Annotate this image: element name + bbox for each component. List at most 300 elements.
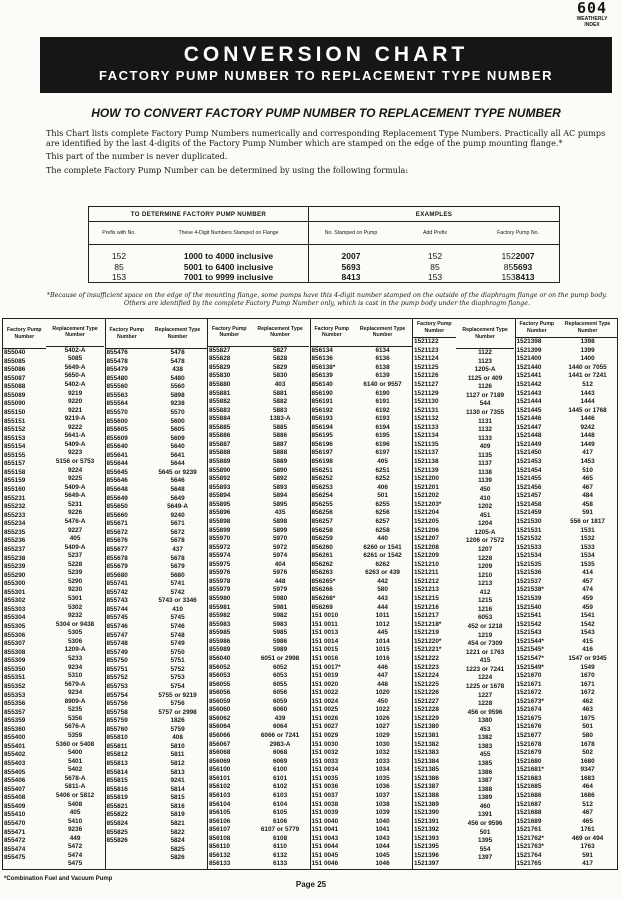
factory-pump-number-cell: 855750 <box>106 657 128 665</box>
formula-table <box>88 206 560 283</box>
replacement-type-number-cell: 5825 <box>170 845 185 853</box>
replacement-type-number-header: Replacement Type Number <box>558 319 617 338</box>
replacement-type-number-cell: 5306 <box>67 637 83 645</box>
replacement-type-number-cell: 9241 <box>170 777 185 785</box>
banner-subtitle: FACTORY PUMP NUMBER TO REPLACEMENT TYPE NUMBER <box>99 68 553 83</box>
factory-pump-number-cell: 855406 <box>4 777 26 785</box>
replacement-type-number-cell: 5753 <box>170 674 185 682</box>
formula-col-factory: Factory Pump No. <box>497 229 539 236</box>
replacement-type-number-cell: 1011 <box>375 612 390 620</box>
table-column-group <box>208 319 311 869</box>
replacement-type-number-cell: 1443 <box>580 389 595 397</box>
replacement-type-number-cell: 410 <box>479 494 491 502</box>
factory-pump-number-cell: 855828 <box>209 355 231 363</box>
formula-add: 153 <box>427 272 443 282</box>
replacement-type-number-cell: 459 <box>582 603 593 611</box>
factory-pump-number-cell: 856195 <box>311 432 333 440</box>
replacement-type-number-cell: 9240 <box>170 511 185 519</box>
factory-prefix: 152 <box>501 251 516 261</box>
factory-pump-number-cell: 855821 <box>106 802 128 810</box>
factory-pump-number-cell: 1521440 <box>516 363 542 371</box>
replacement-type-number-cell: 403 <box>274 380 286 388</box>
factory-pump-number-cell: 856110 <box>209 843 230 851</box>
replacement-type-number-header: Replacement Type Number <box>251 319 310 347</box>
factory-pump-number-cell: 855089 <box>4 391 26 399</box>
replacement-type-number-cell: 446 <box>377 663 388 671</box>
replacement-type-number-cell: 5754 <box>170 682 185 690</box>
factory-pump-number-cell: 855982 <box>209 612 231 620</box>
replacement-type-number-cell: 5812 <box>170 760 185 767</box>
replacement-type-number-cell: 1132 <box>478 426 492 434</box>
factory-pump-number-cell: 855883 <box>209 406 231 414</box>
factory-pump-number-cell: 1521455 <box>516 475 542 483</box>
factory-pump-number-cell: 1521220* <box>414 637 442 645</box>
replacement-type-number-cell: 459 <box>582 595 593 602</box>
factory-digits: 8413 <box>515 272 535 282</box>
replacement-type-number-cell: 6257 <box>375 517 390 525</box>
replacement-type-number-cell: 5570 <box>170 408 185 416</box>
replacement-type-number-cell: 1228 <box>477 700 493 708</box>
factory-pump-number-cell: 1521763* <box>516 843 544 851</box>
factory-pump-number-cell: 1521134 <box>414 432 439 440</box>
replacement-type-number-cell: 6192 <box>375 406 390 414</box>
replacement-type-number-cell: 9234 <box>67 663 83 671</box>
replacement-type-number-cell: 1826 <box>170 717 185 725</box>
factory-pump-number-cell: 151 0027 <box>311 723 339 731</box>
factory-pump-number-cell: 855350 <box>4 665 26 673</box>
factory-pump-number-cell: 1521541 <box>516 612 542 620</box>
factory-pump-number-cell: 1521397 <box>414 860 439 868</box>
factory-pump-number-cell: 856190 <box>311 389 333 397</box>
factory-digits: 2007 <box>515 251 535 261</box>
factory-pump-number-cell: 855157 <box>4 460 26 468</box>
factory-pump-number-cell: 855301 <box>4 588 26 596</box>
factory-pump-number-cell: 855826 <box>106 837 128 845</box>
factory-pump-number-cell: 856191 <box>311 398 333 406</box>
replacement-type-number-cell: 5759 <box>170 725 185 733</box>
formula-factory <box>477 272 559 283</box>
factory-pump-number-cell: 1521534 <box>516 552 542 560</box>
replacement-type-number-cell: 591 <box>582 851 593 859</box>
replacement-type-number-cell: 463 <box>582 706 593 714</box>
replacement-type-number-cell: 5301 <box>67 595 83 602</box>
factory-pump-number-cell: 856052 <box>209 663 231 671</box>
replacement-type-number-cell: 438 <box>172 366 183 374</box>
intro-text <box>46 128 606 178</box>
page-footer: Page 25 <box>295 880 327 889</box>
factory-pump-number-cell: 151 0045 <box>311 851 339 859</box>
factory-pump-number-cell: 1521213 <box>414 586 439 594</box>
replacement-type-number-cell: 5645 or 9239 <box>158 468 197 476</box>
factory-pump-number-cell: 1521388 <box>414 791 439 799</box>
factory-pump-number-cell: 855640 <box>106 443 128 451</box>
factory-pump-number-cell: 856196 <box>311 440 333 448</box>
factory-pump-number-cell: 856053 <box>209 672 231 680</box>
replacement-type-number-cell: 1400 <box>580 355 595 363</box>
replacement-type-number-cell: 5752 <box>170 665 185 673</box>
replacement-type-number-cell: 1763 <box>580 843 595 851</box>
replacement-type-number-cell: 5402-A <box>64 380 86 388</box>
factory-pump-number-cell: 1521203* <box>414 500 442 508</box>
conversion-table <box>2 318 618 870</box>
factory-pump-number-cell: 855232 <box>4 503 26 511</box>
replacement-type-number-cell: 2983-A <box>269 740 291 748</box>
factory-pump-number-cell: 151 0040 <box>311 817 339 825</box>
replacement-type-number-cell: 1137 <box>478 460 492 468</box>
factory-pump-number-cell: 855086 <box>4 366 26 374</box>
replacement-type-number-cell: 580 <box>377 586 388 594</box>
formula-stamped-cell <box>309 245 393 282</box>
factory-prefix: 85 <box>503 261 514 272</box>
factory-pump-number-cell: 855980 <box>209 595 231 602</box>
factory-pump-number-cell: 855819 <box>106 794 128 802</box>
replacement-type-number-cell: 5609 <box>170 434 185 442</box>
replacement-type-number-cell: 5304 or 9438 <box>55 620 95 628</box>
replacement-type-number-cell: 5819 <box>170 811 185 819</box>
replacement-type-number-cell: 6053 <box>272 672 288 680</box>
factory-pump-number-cell: 1521456 <box>516 483 542 491</box>
replacement-type-number-cell: 5409-A <box>64 543 86 551</box>
factory-pump-number-cell: 855646 <box>106 477 128 485</box>
factory-pump-number-cell: 1521138 <box>414 458 439 465</box>
factory-pump-number-cell: 855410 <box>4 811 26 819</box>
replacement-type-number-cell: 6255 <box>375 500 390 508</box>
replacement-type-number-cell: 1227 <box>477 691 493 699</box>
factory-pump-number-cell: 856258 <box>311 526 333 534</box>
replacement-type-number-cell: 5679-A <box>64 680 86 688</box>
factory-pump-number-header: Factory Pump Number <box>516 319 559 338</box>
replacement-type-number-cell: 9232 <box>67 612 83 620</box>
formula-right-header: EXAMPLES <box>415 211 453 218</box>
replacement-type-number-cell: 5475 <box>67 860 83 868</box>
replacement-type-number-cell: 1533 <box>580 543 595 551</box>
replacement-type-number-cell: 5892 <box>272 475 288 483</box>
replacement-type-number-cell: 6069 <box>272 757 288 765</box>
replacement-type-number-cell: 1543 <box>580 629 595 637</box>
factory-pump-number-cell: 1521446 <box>516 415 542 423</box>
factory-pump-number-cell: 855887 <box>209 440 231 448</box>
factory-pump-number-cell: 1521549* <box>516 663 544 671</box>
factory-pump-number-cell: 1521400 <box>516 355 542 363</box>
factory-pump-number-cell: 1521127 <box>414 380 439 388</box>
factory-pump-number-column <box>106 319 149 869</box>
factory-pump-number-cell: 151 0025 <box>311 706 339 714</box>
factory-pump-number-cell: 1521206 <box>414 526 439 534</box>
factory-pump-number-cell: 1521762* <box>516 834 544 842</box>
factory-pump-number-cell: 855830 <box>209 372 231 380</box>
banner-title: CONVERSION CHART <box>183 43 469 66</box>
replacement-type-number-cell: 6101 <box>272 774 288 782</box>
factory-pump-number-cell: 855752 <box>106 674 128 682</box>
replacement-type-number-cell: 1221 or 1763 <box>465 648 505 656</box>
factory-pump-number-cell: 1521219 <box>414 629 439 637</box>
replacement-type-number-cell: 458 <box>582 500 593 508</box>
title-banner <box>40 37 612 93</box>
replacement-type-number-cell: 1383 <box>477 742 493 750</box>
replacement-type-number-cell: 1014 <box>375 637 390 645</box>
replacement-type-number-cell: 9238 <box>170 400 185 408</box>
replacement-type-number-cell: 5887 <box>272 440 288 448</box>
replacement-type-number-cell: 1680 <box>580 757 595 765</box>
replacement-type-number-cell: 443 <box>377 595 388 602</box>
replacement-type-number-cell: 1204 <box>477 520 493 528</box>
replacement-type-number-cell: 5757 or 2998 <box>158 708 197 716</box>
replacement-type-number-cell: 1228 <box>477 554 493 562</box>
factory-pump-number-header: Factory Pump Number <box>208 319 251 347</box>
factory-pump-number-cell: 1521229 <box>414 714 439 722</box>
factory-pump-number-cell: 855884 <box>209 415 231 423</box>
intro-paragraph-3: The complete Factory Pump Number can be determined by using the following formula: <box>46 164 409 175</box>
replacement-type-number-cell: 9226 <box>67 509 83 517</box>
replacement-type-number-cell: 1671 <box>580 680 595 688</box>
factory-pump-number-cell: 1521216 <box>414 603 439 611</box>
formula-col-add: Add Prefix <box>423 229 447 236</box>
factory-pump-number-cell: 151 0038 <box>311 800 339 808</box>
replacement-type-number-cell: 1387 <box>477 777 493 785</box>
replacement-type-number-cell: 1395 <box>477 837 493 845</box>
replacement-type-number-cell: 5810 <box>170 742 185 750</box>
factory-pump-number-cell: 1521681* <box>516 766 544 774</box>
factory-pump-number-cell: 855563 <box>106 391 128 399</box>
replacement-type-number-cell: 1207 <box>477 545 493 553</box>
factory-pump-number-cell: 855408 <box>4 794 26 802</box>
factory-pump-number-cell: 855754 <box>106 691 128 699</box>
replacement-type-number-cell: 6252 <box>375 475 390 483</box>
factory-pump-number-cell: 855309 <box>4 657 26 665</box>
replacement-type-number-cell: 445 <box>377 629 388 637</box>
replacement-type-number-cell: 417 <box>582 449 593 457</box>
replacement-type-number-cell: 5472 <box>67 843 83 851</box>
replacement-type-number-cell: 5888 <box>272 449 288 457</box>
factory-pump-number-cell: 1521672 <box>516 689 542 697</box>
replacement-type-number-cell: 1441 or 7241 <box>568 372 607 380</box>
factory-pump-number-cell: 855560 <box>106 383 128 391</box>
factory-pump-number-cell: 1521130 <box>414 398 439 406</box>
replacement-type-number-cell: 1035 <box>375 774 390 782</box>
replacement-type-number-cell: 5648 <box>170 486 185 493</box>
factory-pump-number-cell: 855570 <box>106 408 128 416</box>
formula-prefix: 152 <box>111 251 127 261</box>
factory-pump-number-cell: 1521383 <box>414 749 439 757</box>
factory-pump-number-cell: 856136 <box>311 355 333 363</box>
replacement-type-number-cell: 410 <box>172 605 183 613</box>
replacement-type-number-cell: 1386 <box>477 768 493 776</box>
factory-pump-number-cell: 1521536 <box>516 569 542 577</box>
replacement-type-number-cell: 502 <box>582 749 593 757</box>
replacement-type-number-cell: 465 <box>582 475 593 483</box>
factory-pump-number-cell: 1521123 <box>414 346 439 354</box>
factory-pump-number-cell: 1521458 <box>516 500 542 508</box>
factory-pump-number-cell: 855978 <box>209 577 231 585</box>
replacement-type-number-cell: 5400 <box>67 749 83 757</box>
factory-pump-number-cell: 855609 <box>106 434 128 442</box>
factory-pump-number-column <box>311 319 354 869</box>
factory-pump-number-cell: 1521688 <box>516 809 542 817</box>
replacement-type-number-cell: 5970 <box>272 535 288 543</box>
replacement-type-number-cell: 5641 <box>170 451 185 459</box>
replacement-type-number-cell: 5237 <box>67 552 83 560</box>
factory-pump-number-cell: 856266 <box>311 586 333 594</box>
factory-pump-number-cell: 855892 <box>209 475 231 483</box>
replacement-type-number-cell: 5560 <box>170 383 185 391</box>
factory-pump-number-cell: 856106 <box>209 817 231 825</box>
replacement-type-number-cell: 5814 <box>170 785 185 793</box>
replacement-type-number-cell: 5671 <box>170 520 185 528</box>
replacement-type-number-header: Replacement Type Number <box>148 319 207 349</box>
replacement-type-number-cell: 5830 <box>272 372 288 380</box>
table-column-group <box>106 319 209 869</box>
factory-pump-number-cell: 855822 <box>106 811 128 819</box>
factory-pump-number-cell: 855302 <box>4 597 26 605</box>
factory-pump-number-cell: 1521218* <box>414 620 442 628</box>
replacement-type-number-cell: 5890 <box>272 466 288 474</box>
factory-prefix: 153 <box>501 272 516 282</box>
replacement-type-number-cell: 1675 <box>580 714 595 722</box>
factory-pump-number-cell: 1521207 <box>414 535 439 543</box>
replacement-type-number-cell: 1534 <box>580 552 595 560</box>
replacement-type-number-cell: 467 <box>582 809 593 817</box>
factory-pump-number-cell: 151 0044 <box>311 843 339 851</box>
factory-pump-number-cell: 855409 <box>4 802 26 810</box>
replacement-type-number-header: Replacement Type Number <box>353 319 412 347</box>
intro-paragraph-1: This Chart lists complete Factory Pump Numbers numerically and corresponding Replacement Type Numbers. Practically all AC pumps are identified by the last 4-digits of the Factory Pump Number which are stamped on the edge of the pump mounting flange.* <box>46 128 606 148</box>
factory-pump-number-cell: 855677 <box>106 545 128 553</box>
factory-pump-number-cell: 856067 <box>209 740 231 748</box>
factory-pump-number-cell: 855899 <box>209 526 231 534</box>
replacement-type-number-cell: 1027 <box>375 723 390 731</box>
replacement-type-number-cell: 6193 <box>375 415 390 423</box>
factory-pump-number-cell: 855649 <box>106 494 128 502</box>
factory-pump-number-cell: 855641 <box>106 451 128 459</box>
factory-pump-number-cell: 1521380 <box>414 723 439 731</box>
replacement-type-number-cell: 1444 <box>580 398 595 406</box>
replacement-type-number-cell: 414 <box>582 569 593 577</box>
factory-pump-number-cell: 855472 <box>4 837 26 845</box>
replacement-type-number-column <box>46 319 105 869</box>
replacement-type-number-cell: 5649 <box>170 494 185 502</box>
table-column-group <box>413 319 516 869</box>
factory-pump-number-cell: 855810 <box>106 734 128 742</box>
replacement-type-number-cell: 1046 <box>375 860 390 868</box>
replacement-type-number-cell: 1535 <box>580 560 595 568</box>
replacement-type-number-cell: 501 <box>377 492 388 500</box>
factory-pump-number-cell: 1521689 <box>516 817 542 825</box>
replacement-type-number-cell: 1043 <box>375 834 390 842</box>
replacement-type-number-cell: 1029 <box>375 732 390 739</box>
factory-pump-number-cell: 855159 <box>4 477 26 485</box>
replacement-type-number-cell: 501 <box>582 723 593 731</box>
replacement-type-number-cell: 5899 <box>272 526 288 534</box>
factory-pump-number-cell: 1521385 <box>414 766 439 774</box>
replacement-type-number-cell: 5402 <box>67 766 83 774</box>
replacement-type-number-cell: 1045 <box>375 851 390 859</box>
factory-pump-number-cell: 151 0037 <box>311 791 339 799</box>
factory-pump-number-cell: 1521544* <box>516 637 544 645</box>
replacement-type-number-cell: 1389 <box>477 794 493 802</box>
replacement-type-number-cell: 5678-A <box>64 774 86 782</box>
factory-pump-number-column <box>413 319 456 869</box>
replacement-type-number-cell: 1139 <box>478 477 492 485</box>
replacement-type-number-cell: 5756 <box>170 700 185 708</box>
factory-pump-number-cell: 151 0011 <box>311 620 338 628</box>
replacement-type-number-cell: 1225 or 1678 <box>465 682 505 690</box>
factory-pump-number-cell: 856056 <box>209 689 231 697</box>
replacement-type-number-cell: 6194 <box>375 423 390 431</box>
replacement-type-number-cell: 5827 <box>272 346 288 354</box>
factory-pump-number-cell: 1521764 <box>516 851 542 859</box>
replacement-type-number-cell: 512 <box>582 800 593 808</box>
factory-pump-number-cell: 855238 <box>4 554 26 562</box>
factory-pump-number-cell: 151 0020 <box>311 680 339 688</box>
replacement-type-number-cell: 8909-A <box>64 697 86 705</box>
factory-pump-number-cell: 1521387 <box>414 783 439 791</box>
factory-pump-number-cell: 856265* <box>311 577 336 585</box>
replacement-type-number-cell: 1223 or 7241 <box>465 665 505 673</box>
replacement-type-number-cell: 415 <box>582 637 593 645</box>
replacement-type-number-cell: 1016 <box>375 654 390 662</box>
replacement-type-number-cell: 5972 <box>272 543 288 551</box>
factory-pump-number-cell: 855234 <box>4 520 26 528</box>
replacement-type-number-cell: 450 <box>377 697 388 705</box>
replacement-type-number-cell: 5310 <box>67 672 83 680</box>
replacement-type-number-cell: 591 <box>582 509 593 517</box>
replacement-type-number-cell: 1210 <box>477 571 493 579</box>
factory-pump-number-cell: 151 0029 <box>311 732 339 739</box>
factory-pump-number-cell: 151 0030 <box>311 740 339 748</box>
factory-pump-number-cell: 855758 <box>106 708 128 716</box>
replacement-type-number-cell: 5824 <box>170 837 185 845</box>
factory-pump-number-cell: 855676 <box>106 537 128 545</box>
factory-pump-number-cell: 1521395 <box>414 843 439 851</box>
factory-pump-number-cell: 855305 <box>4 623 26 630</box>
replacement-type-number-cell: 1213 <box>477 580 493 588</box>
replacement-type-number-cell: 5410 <box>67 817 83 825</box>
replacement-type-number-cell: 5898 <box>272 517 288 525</box>
factory-pump-number-cell: 856256 <box>311 509 333 517</box>
factory-pump-number-cell: 855300 <box>4 580 26 588</box>
factory-pump-number-cell: 1521210 <box>414 560 439 568</box>
formula-left-header: TO DETERMINE FACTORY PUMP NUMBER <box>89 207 309 221</box>
factory-pump-number-cell: 856105 <box>209 809 231 817</box>
factory-pump-number-cell: 855825 <box>106 828 128 836</box>
replacement-type-number-cell: 1449 <box>580 440 595 448</box>
factory-pump-number-cell: 855759 <box>106 717 128 725</box>
factory-pump-number-cell: 1521396 <box>414 851 439 859</box>
replacement-type-number-cell: 5305 <box>67 629 83 637</box>
replacement-type-number-cell: 5894 <box>272 492 288 500</box>
replacement-type-number-cell: 9236 <box>67 826 83 834</box>
replacement-type-number-cell: 9220 <box>67 398 83 406</box>
factory-pump-number-column <box>3 319 46 869</box>
factory-pump-number-cell: 856140 <box>311 380 333 388</box>
factory-pump-number-cell: 855747 <box>106 631 128 639</box>
replacement-type-number-cell: 5811-A <box>64 783 86 791</box>
factory-pump-number-cell: 856062 <box>209 714 231 722</box>
factory-pump-number-cell: 1521532 <box>516 535 542 543</box>
factory-pump-number-cell: 856269 <box>311 603 333 611</box>
factory-pump-number-cell: 855150 <box>4 408 26 416</box>
replacement-type-number-cell: 5828 <box>272 355 288 363</box>
factory-pump-number-cell: 855478 <box>106 357 128 365</box>
replacement-type-number-cell: 6105 <box>272 809 288 817</box>
factory-pump-number-cell: 855303 <box>4 605 26 613</box>
factory-pump-number-header: Factory Pump Number <box>106 319 149 349</box>
flange-footnote: *Because of insufficient space on the edge of the mounting flange, some pumps have this 4-digit number stamped on the outside of the diaphragm flange or on the pump body. Others are identified by the complete Factory Pump Number only, which is cast in the pump body under the diaphragm flange. <box>46 292 608 307</box>
factory-pump-number-cell: 855895 <box>209 500 231 508</box>
factory-pump-number-cell: 856138* <box>311 363 336 371</box>
factory-pump-number-cell: 855672 <box>106 528 128 536</box>
factory-pump-number-cell: 855812 <box>106 751 128 759</box>
